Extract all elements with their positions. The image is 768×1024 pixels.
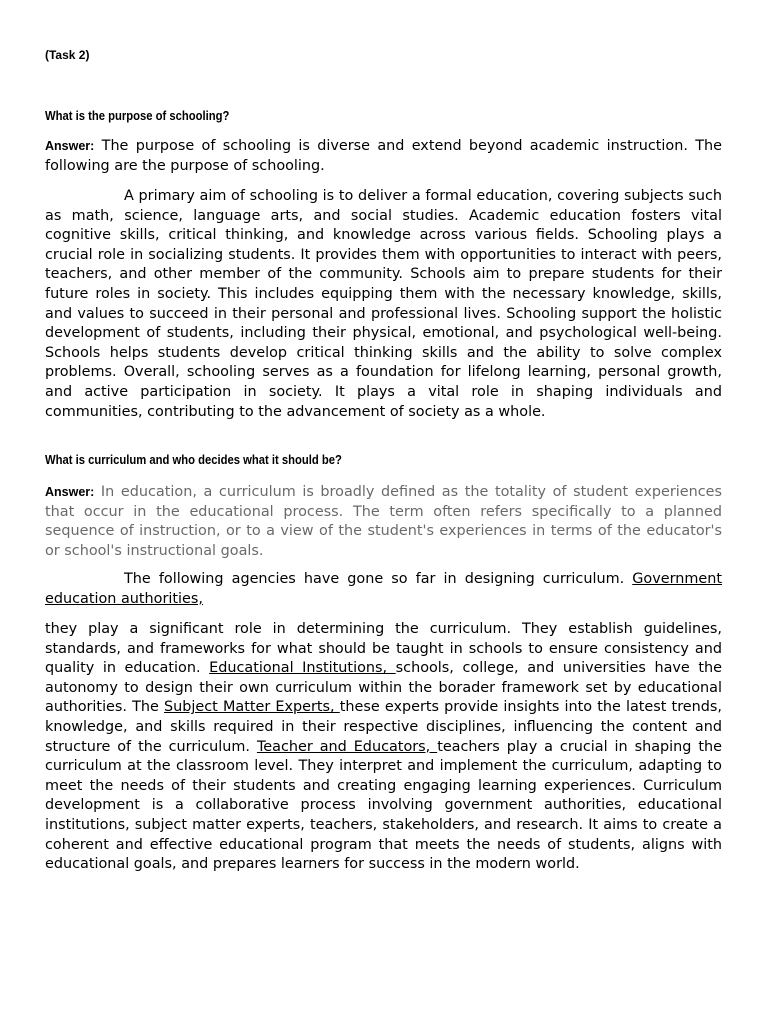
answer-1-intro-text: The purpose of schooling is diverse and extend beyond academic instruction. The following are the purpose of schooling.: [45, 138, 722, 174]
institutions-text: schools, college, and universities have the autonomy to design their own curriculum within the borader framework set by educational authorities. The: [45, 660, 722, 716]
question-heading-2: What is curriculum and who decides what it should be?: [45, 453, 342, 467]
government-text: they play a significant role in determining the curriculum. They establish guidelines, standards, and frameworks for what should be taught in schools to ensure consistency and quality in education.: [45, 621, 722, 677]
teachers-text: teachers play a crucial in shaping the curriculum at the classroom level. They interpret and implement the curriculum, adapting to meet the needs of their students and creating engaging learning experiences. Curriculum development is a collaborative process involving government authorities, educational institutions, subject matter experts, teachers, stakeholders, and research. It aims to create a coherent and effective educational program that meets the needs of students, aligns with educational goals, and prepares learners for success in the modern world.: [45, 738, 722, 873]
answer-label: Answer:: [45, 139, 95, 153]
definition-text: In education, a curriculum is broadly defined as the totality of student experiences that occur in the educational process. The term often refers specifically to a planned sequence of instruction, or to a view of the student's experiences in terms of the educator's or school's instructional goals.: [45, 484, 722, 559]
answer-1-body: A primary aim of schooling is to deliver a formal education, covering subjects such as math, science, language arts, and social studies. Academic education fosters vital cognitive skills, critical thinking, and knowledge across various fields. Schooling plays a crucial role in socializing students. It provides them with opportunities to interact with peers, teachers, and other member of the community. Schools aim to prepare students for their future roles in society. This includes equipping them with the necessary knowledge, skills, and values to succeed in their personal and professional lives. Schooling support the holistic development of students, including their physical, emotional, and psychological well-being. Schools helps students develop critical thinking skills and the ability to solve complex problems. Overall, schooling serves as a foundation for lifelong learning, personal growth, and active participation in society. It plays a vital role in shaping individuals and communities, contributing to the advancement of society as a whole.: [45, 188, 722, 420]
question-heading-1: What is the purpose of schooling?: [45, 109, 230, 123]
agencies-body: [45, 620, 722, 875]
subject-matter-experts-term: Subject Matter Experts,: [164, 699, 340, 716]
agencies-intro: [45, 570, 722, 609]
teacher-educators-term: Teacher and Educators,: [256, 738, 438, 755]
educational-institutions-term: Educational Institutions,: [209, 660, 396, 677]
experts-text: these experts provide insights into the latest trends, knowledge, and skills required in their respective disciplines, influencing the content and structure of the curriculum.: [45, 699, 722, 755]
answer-label: Answer:: [45, 485, 95, 499]
answer-2-definition: [45, 483, 722, 561]
answer-1-intro: [45, 137, 722, 176]
government-authorities-term: Government education authorities,: [45, 571, 722, 607]
task-label: (Task 2): [45, 48, 90, 62]
agencies-intro-text: The following agencies have gone so far in designing curriculum.: [124, 571, 633, 587]
